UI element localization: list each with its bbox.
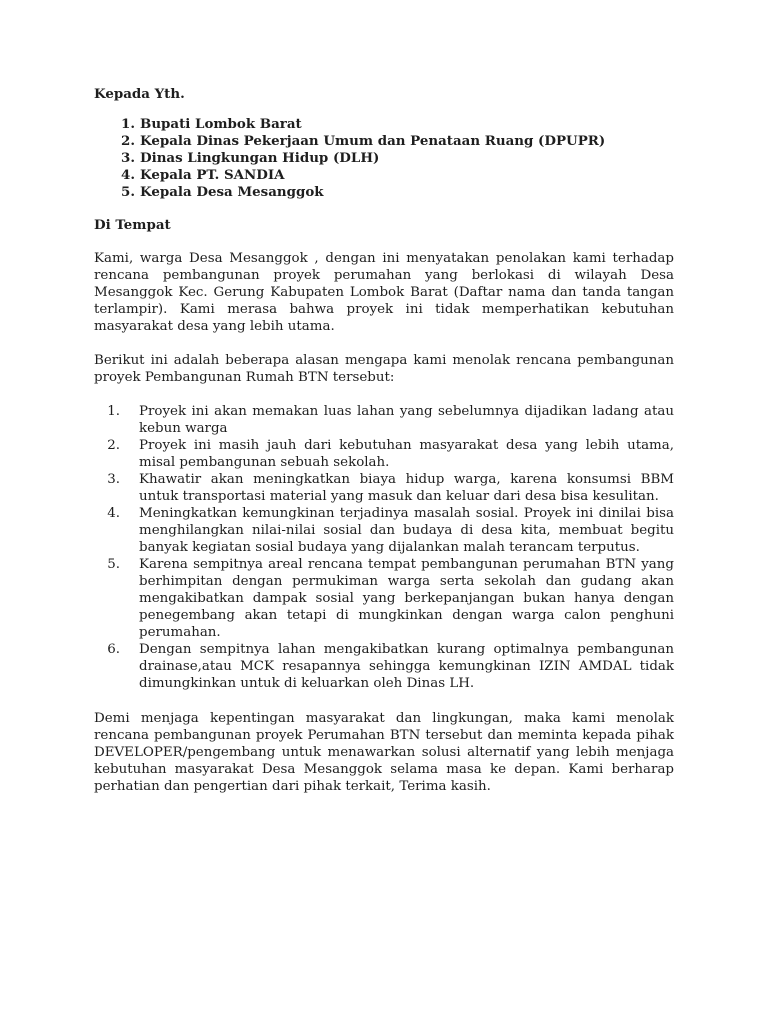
reason-number: 5. bbox=[107, 557, 120, 572]
reason-text: Proyek ini masih jauh dari kebutuhan masyarakat desa yang lebih utama, misal pembangunan sebuah sekolah. bbox=[139, 438, 674, 470]
reason-text: Meningkatkan kemungkinan terjadinya masalah sosial. Proyek ini dinilai bisa menghilangkan nilai-nilai sosial dan budaya di desa kita, membuat begitu banyak kegiatan sosial budaya yang dijalankan malah terancam terputus. bbox=[139, 506, 674, 555]
reason-number: 2. bbox=[107, 438, 120, 453]
recipient-item bbox=[94, 184, 674, 201]
letter-document bbox=[94, 86, 674, 812]
reasons-intro-paragraph: Berikut ini adalah beberapa alasan mengapa kami menolak rencana pembangunan proyek Pembangunan Rumah BTN tersebut: bbox=[94, 353, 674, 385]
recipient-item bbox=[94, 167, 674, 184]
recipient-text: Bupati Lombok Barat bbox=[140, 116, 302, 132]
intro-paragraph: Kami, warga Desa Mesanggok , dengan ini menyatakan penolakan kami terhadap rencana pembangunan proyek perumahan yang berlokasi di wilayah Desa Mesanggok Kec. Gerung Kabupaten Lombok Barat (Daftar nama dan tanda tangan terlampir). Kami merasa bahwa proyek ini tidak memperhatikan kebutuhan masyarakat desa yang lebih utama. bbox=[94, 251, 674, 334]
recipient-number: 1. bbox=[121, 116, 135, 132]
recipient-number: 3. bbox=[121, 150, 135, 166]
reason-text: Khawatir akan meningkatkan biaya hidup warga, karena konsumsi BBM untuk transportasi material yang masuk dan keluar dari desa bisa kesulitan. bbox=[139, 472, 674, 504]
reason-number: 6. bbox=[107, 642, 120, 657]
reason-number: 3. bbox=[107, 472, 120, 487]
recipient-number: 4. bbox=[121, 167, 135, 183]
reason-item bbox=[94, 403, 674, 437]
recipient-text: Dinas Lingkungan Hidup (DLH) bbox=[140, 150, 380, 166]
recipient-item bbox=[94, 150, 674, 167]
recipient-number: 5. bbox=[121, 184, 135, 200]
recipient-number: 2. bbox=[121, 133, 135, 149]
greeting: Kepada Yth. bbox=[94, 86, 185, 102]
reason-item bbox=[94, 505, 674, 556]
place-line: Di Tempat bbox=[94, 217, 171, 233]
reason-text: Karena sempitnya areal rencana tempat pembangunan perumahan BTN yang berhimpitan dengan permukiman warga serta sekolah dan gudang akan mengakibatkan dampak sosial yang berkepanjangan bukan hanya dengan penegembang akan tetapi di mungkinkan dengan warga calon penghuni perumahan. bbox=[139, 557, 674, 640]
reason-item bbox=[94, 437, 674, 471]
reason-number: 4. bbox=[107, 506, 120, 521]
recipient-text: Kepala Desa Mesanggok bbox=[140, 184, 324, 200]
reason-list bbox=[94, 403, 674, 692]
reason-number: 1. bbox=[107, 404, 120, 419]
recipient-item bbox=[94, 116, 674, 133]
reason-text: Dengan sempitnya lahan mengakibatkan kurang optimalnya pembangunan drainase,atau MCK resapannya sehingga kemungkinan IZIN AMDAL tidak dimungkinkan untuk di keluarkan oleh Dinas LH. bbox=[139, 642, 674, 691]
recipient-list bbox=[94, 116, 674, 201]
recipient-item bbox=[94, 133, 674, 150]
recipient-text: Kepala PT. SANDIA bbox=[140, 167, 285, 183]
reason-text: Proyek ini akan memakan luas lahan yang sebelumnya dijadikan ladang atau kebun warga bbox=[139, 404, 674, 436]
recipient-text: Kepala Dinas Pekerjaan Umum dan Penataan Ruang (DPUPR) bbox=[140, 133, 606, 149]
closing-paragraph: Demi menjaga kepentingan masyarakat dan lingkungan, maka kami menolak rencana pembangunan proyek Perumahan BTN tersebut dan meminta kepada pihak DEVELOPER/pengembang untuk menawarkan solusi alternatif yang lebih menjaga kebutuhan masyarakat Desa Mesanggok selama masa ke depan. Kami berharap perhatian dan pengertian dari pihak terkait, Terima kasih. bbox=[94, 711, 674, 794]
reason-item bbox=[94, 556, 674, 641]
reason-item bbox=[94, 641, 674, 692]
reason-item bbox=[94, 471, 674, 505]
